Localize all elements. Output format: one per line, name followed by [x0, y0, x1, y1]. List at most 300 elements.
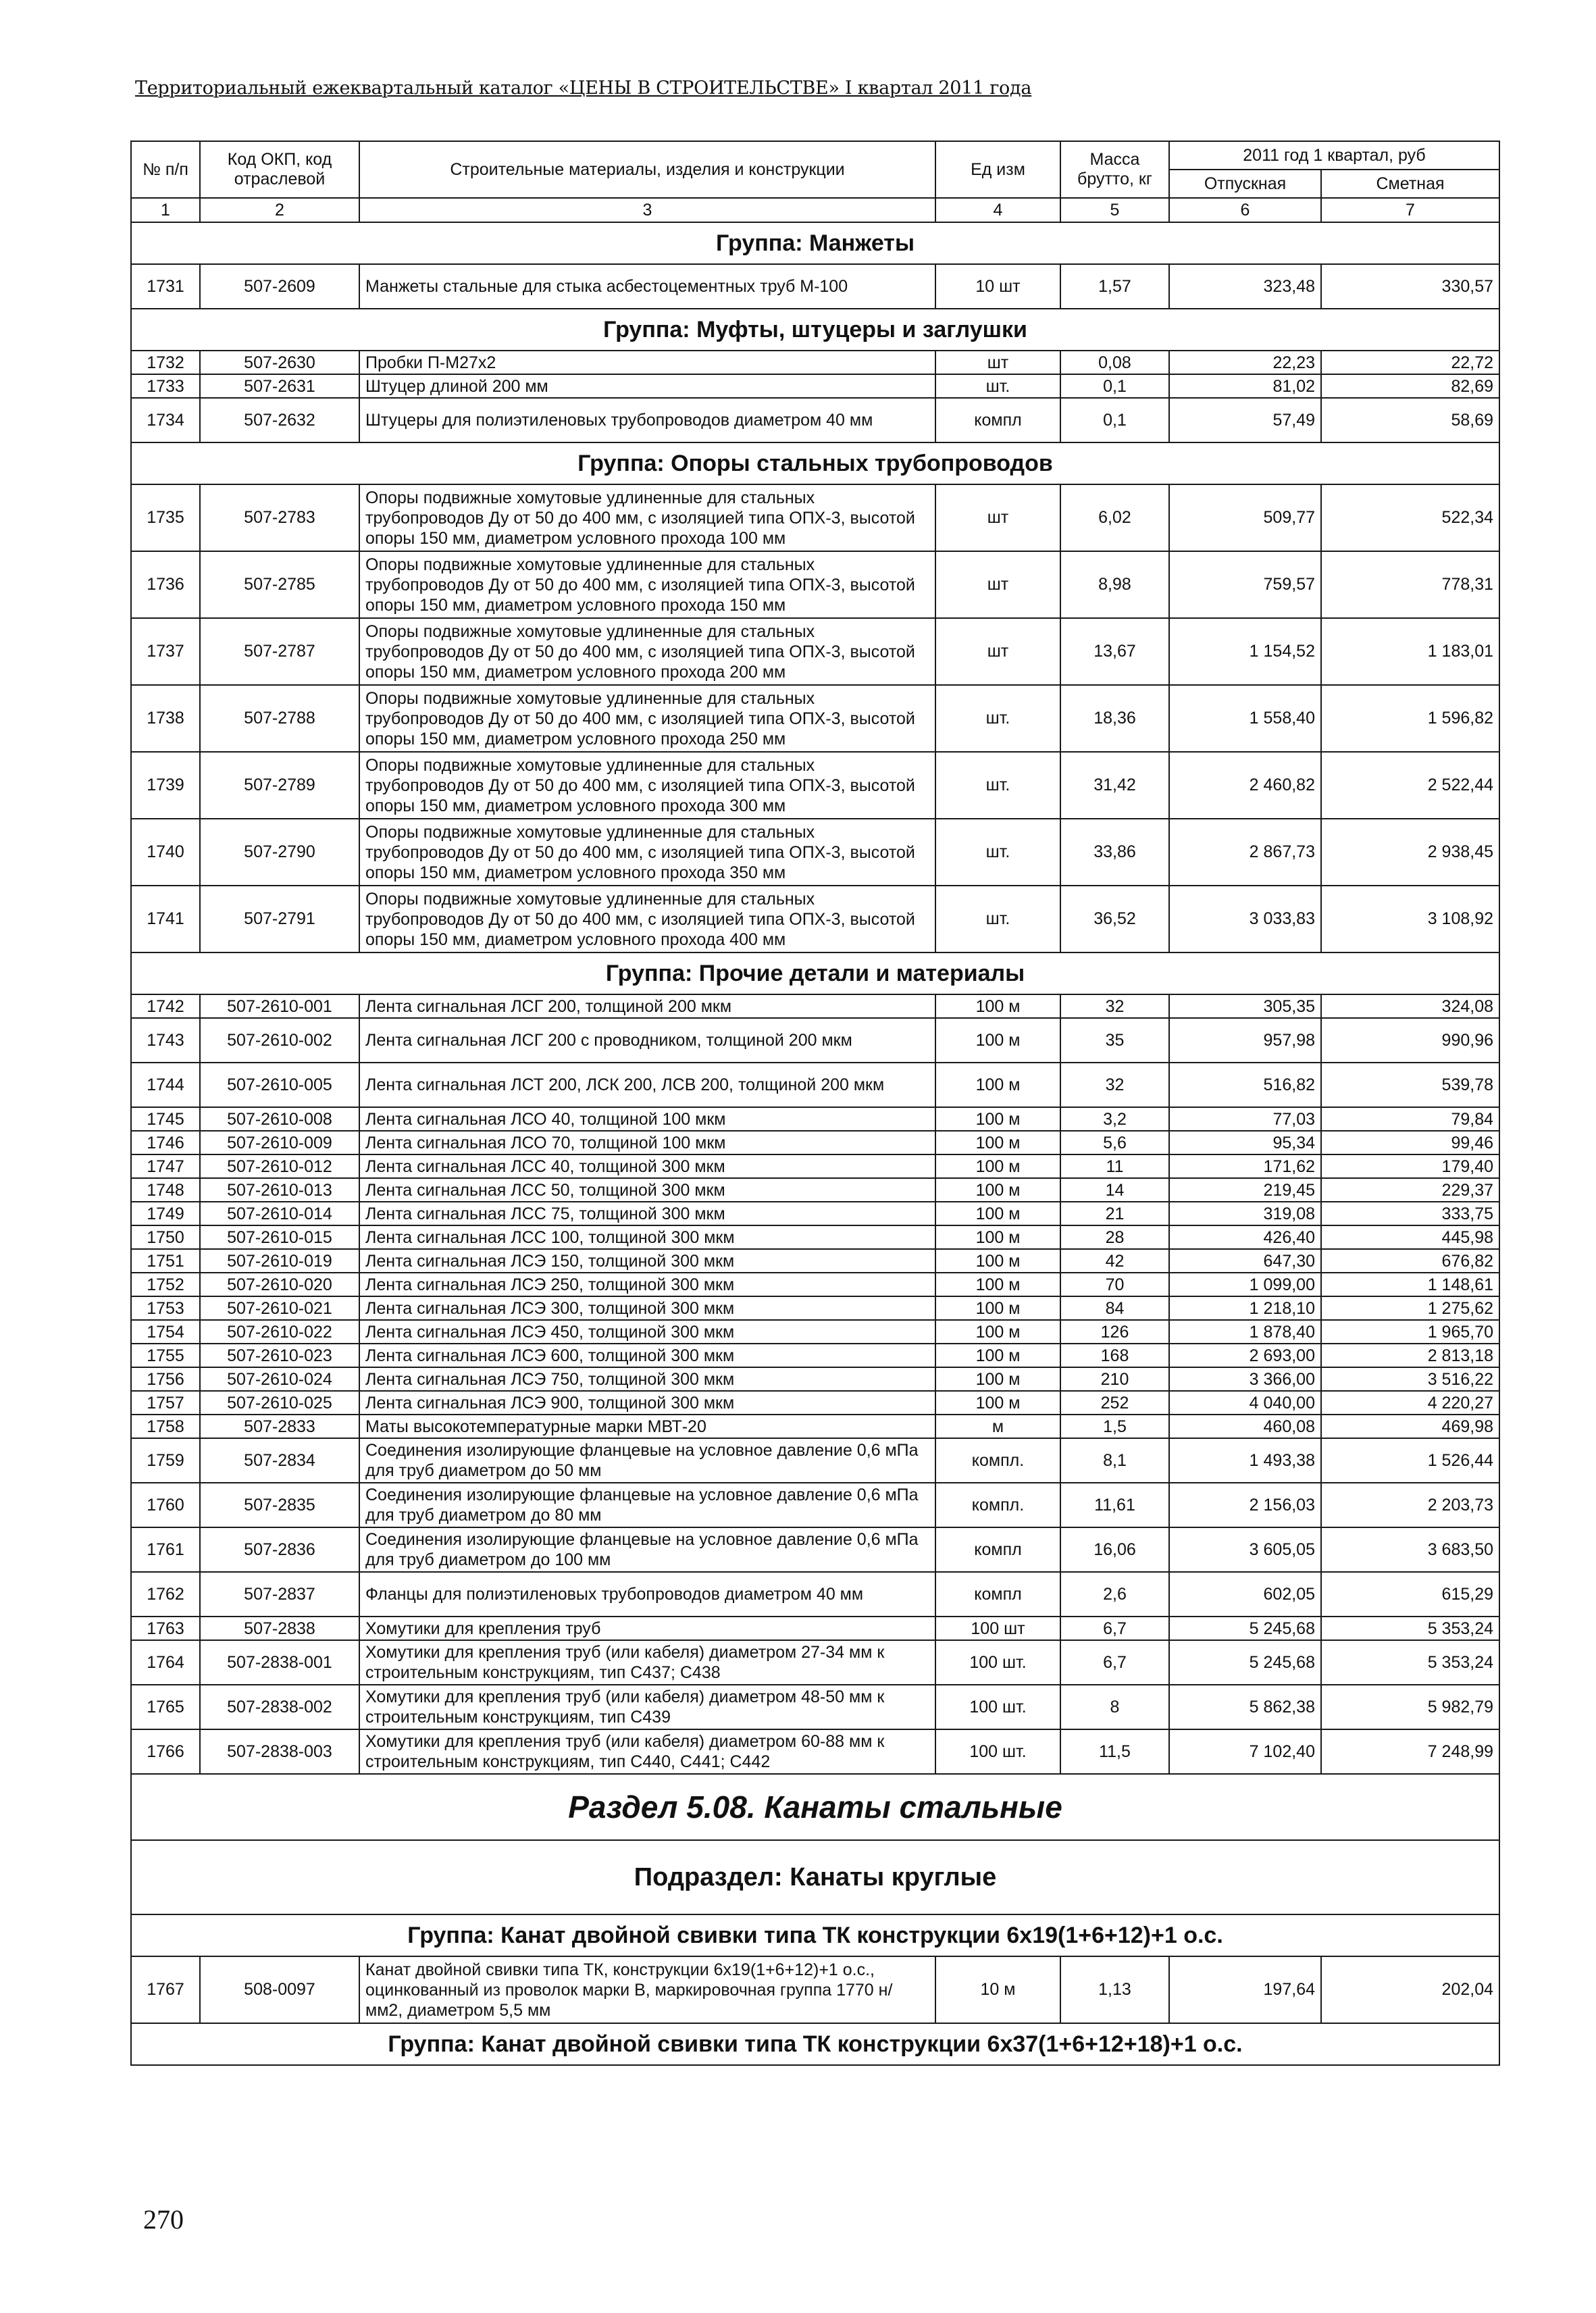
row-number: 1767	[131, 1956, 200, 2023]
unit: шт.	[935, 819, 1060, 886]
material-name: Хомутики для крепления труб	[359, 1617, 935, 1640]
release-price: 57,49	[1169, 398, 1321, 442]
gross-mass: 13,67	[1060, 618, 1169, 685]
release-price: 3 033,83	[1169, 886, 1321, 952]
gross-mass: 14	[1060, 1178, 1169, 1202]
unit: 100 м	[935, 1063, 1060, 1107]
unit: шт.	[935, 886, 1060, 952]
gross-mass: 8,1	[1060, 1438, 1169, 1483]
table-row	[131, 1018, 1499, 1063]
row-number: 1736	[131, 551, 200, 618]
gross-mass: 0,1	[1060, 398, 1169, 442]
release-price: 1 493,38	[1169, 1438, 1321, 1483]
header-unit: Ед изм	[935, 141, 1060, 198]
estimate-price: 778,31	[1321, 551, 1499, 618]
estimate-price: 229,37	[1321, 1178, 1499, 1202]
group-title: Группа: Прочие детали и материалы	[131, 952, 1499, 994]
estimate-price: 333,75	[1321, 1202, 1499, 1225]
group-row	[131, 2023, 1499, 2065]
gross-mass: 70	[1060, 1273, 1169, 1296]
table-row	[131, 1438, 1499, 1483]
table-row	[131, 819, 1499, 886]
okp-code: 507-2610-014	[200, 1202, 359, 1225]
estimate-price: 202,04	[1321, 1956, 1499, 2023]
material-name: Опоры подвижные хомутовые удлиненные для стальных трубопроводов Ду от 50 до 400 мм, с изоляцией типа ОПХ-3, высотой опоры 150 мм, диаметром условного прохода 200 мм	[359, 618, 935, 685]
release-price: 602,05	[1169, 1572, 1321, 1617]
table-row	[131, 1131, 1499, 1154]
okp-code: 507-2610-015	[200, 1225, 359, 1249]
okp-code: 507-2835	[200, 1483, 359, 1527]
release-price: 5 245,68	[1169, 1617, 1321, 1640]
table-row	[131, 484, 1499, 551]
unit: шт	[935, 351, 1060, 374]
group-row	[131, 952, 1499, 994]
material-name: Лента сигнальная ЛСГ 200 с проводником, толщиной 200 мкм	[359, 1018, 935, 1063]
estimate-price: 5 982,79	[1321, 1685, 1499, 1729]
row-number: 1747	[131, 1154, 200, 1178]
okp-code: 507-2610-002	[200, 1018, 359, 1063]
group-title: Группа: Канат двойной свивки типа ТК конструкции 6х19(1+6+12)+1 о.с.	[131, 1914, 1499, 1956]
table-row	[131, 551, 1499, 618]
group-title: Группа: Муфты, штуцеры и заглушки	[131, 309, 1499, 351]
release-price: 319,08	[1169, 1202, 1321, 1225]
estimate-price: 469,98	[1321, 1415, 1499, 1438]
unit: 100 м	[935, 1249, 1060, 1273]
estimate-price: 990,96	[1321, 1018, 1499, 1063]
unit: м	[935, 1415, 1060, 1438]
material-name: Лента сигнальная ЛСС 100, толщиной 300 мкм	[359, 1225, 935, 1249]
group-title: Группа: Канат двойной свивки типа ТК конструкции 6х37(1+6+12+18)+1 о.с.	[131, 2023, 1499, 2065]
unit: компл	[935, 1572, 1060, 1617]
okp-code: 507-2838-003	[200, 1729, 359, 1774]
estimate-price: 4 220,27	[1321, 1391, 1499, 1415]
gross-mass: 2,6	[1060, 1572, 1169, 1617]
material-name: Соединения изолирующие фланцевые на условное давление 0,6 мПа для труб диаметром до 50 мм	[359, 1438, 935, 1483]
okp-code: 507-2610-022	[200, 1320, 359, 1344]
estimate-price: 5 353,24	[1321, 1617, 1499, 1640]
gross-mass: 11	[1060, 1154, 1169, 1178]
material-name: Лента сигнальная ЛСО 40, толщиной 100 мкм	[359, 1107, 935, 1131]
table-row	[131, 1063, 1499, 1107]
release-price: 197,64	[1169, 1956, 1321, 2023]
column-number-row	[131, 198, 1499, 222]
estimate-price: 2 813,18	[1321, 1344, 1499, 1367]
row-number: 1762	[131, 1572, 200, 1617]
gross-mass: 0,08	[1060, 351, 1169, 374]
unit: компл.	[935, 1438, 1060, 1483]
material-name: Лента сигнальная ЛСЭ 450, толщиной 300 мкм	[359, 1320, 935, 1344]
column-number: 1	[131, 198, 200, 222]
row-number: 1742	[131, 994, 200, 1018]
table-row	[131, 1249, 1499, 1273]
table-row	[131, 351, 1499, 374]
table-row	[131, 618, 1499, 685]
estimate-price: 1 526,44	[1321, 1438, 1499, 1483]
gross-mass: 16,06	[1060, 1527, 1169, 1572]
unit: 100 м	[935, 1296, 1060, 1320]
material-name: Штуцер длиной 200 мм	[359, 374, 935, 398]
release-price: 2 156,03	[1169, 1483, 1321, 1527]
row-number: 1764	[131, 1640, 200, 1685]
gross-mass: 0,1	[1060, 374, 1169, 398]
unit: 100 м	[935, 1225, 1060, 1249]
unit: 10 шт	[935, 264, 1060, 309]
table-row	[131, 1729, 1499, 1774]
row-number: 1738	[131, 685, 200, 752]
material-name: Лента сигнальная ЛСТ 200, ЛСК 200, ЛСВ 200, толщиной 200 мкм	[359, 1063, 935, 1107]
column-number: 5	[1060, 198, 1169, 222]
okp-code: 508-0097	[200, 1956, 359, 2023]
unit: шт	[935, 618, 1060, 685]
table-row	[131, 374, 1499, 398]
estimate-price: 2 522,44	[1321, 752, 1499, 819]
table-row	[131, 1956, 1499, 2023]
row-number: 1750	[131, 1225, 200, 1249]
row-number: 1732	[131, 351, 200, 374]
header-name: Строительные материалы, изделия и конструкции	[359, 141, 935, 198]
okp-code: 507-2836	[200, 1527, 359, 1572]
release-price: 1 099,00	[1169, 1273, 1321, 1296]
table-row	[131, 1225, 1499, 1249]
estimate-price: 1 965,70	[1321, 1320, 1499, 1344]
release-price: 1 154,52	[1169, 618, 1321, 685]
material-name: Лента сигнальная ЛСЭ 750, толщиной 300 мкм	[359, 1367, 935, 1391]
table-row	[131, 1685, 1499, 1729]
release-price: 323,48	[1169, 264, 1321, 309]
unit: 100 шт.	[935, 1729, 1060, 1774]
row-number: 1751	[131, 1249, 200, 1273]
okp-code: 507-2610-001	[200, 994, 359, 1018]
table-row	[131, 994, 1499, 1018]
estimate-price: 1 596,82	[1321, 685, 1499, 752]
estimate-price: 58,69	[1321, 398, 1499, 442]
gross-mass: 32	[1060, 994, 1169, 1018]
estimate-price: 676,82	[1321, 1249, 1499, 1273]
release-price: 5 245,68	[1169, 1640, 1321, 1685]
unit: компл	[935, 1527, 1060, 1572]
header-estimate-price: Сметная	[1321, 170, 1499, 198]
group-title: Группа: Опоры стальных трубопроводов	[131, 442, 1499, 484]
catalog-header: Территориальный ежеквартальный каталог «ЦЕНЫ В СТРОИТЕЛЬСТВЕ» I квартал 2011 года	[135, 78, 1032, 99]
release-price: 22,23	[1169, 351, 1321, 374]
okp-code: 507-2610-012	[200, 1154, 359, 1178]
estimate-price: 82,69	[1321, 374, 1499, 398]
table-row	[131, 398, 1499, 442]
okp-code: 507-2610-009	[200, 1131, 359, 1154]
okp-code: 507-2610-025	[200, 1391, 359, 1415]
material-name: Хомутики для крепления труб (или кабеля) диаметром 60-88 мм к строительным конструкциям, тип С440, С441; С442	[359, 1729, 935, 1774]
row-number: 1759	[131, 1438, 200, 1483]
gross-mass: 168	[1060, 1344, 1169, 1367]
gross-mass: 31,42	[1060, 752, 1169, 819]
row-number: 1748	[131, 1178, 200, 1202]
okp-code: 507-2610-020	[200, 1273, 359, 1296]
subsection-row	[131, 1840, 1499, 1914]
table-row	[131, 1202, 1499, 1225]
release-price: 2 867,73	[1169, 819, 1321, 886]
okp-code: 507-2789	[200, 752, 359, 819]
okp-code: 507-2791	[200, 886, 359, 952]
okp-code: 507-2785	[200, 551, 359, 618]
gross-mass: 32	[1060, 1063, 1169, 1107]
gross-mass: 8,98	[1060, 551, 1169, 618]
gross-mass: 252	[1060, 1391, 1169, 1415]
unit: 100 м	[935, 1178, 1060, 1202]
table-row	[131, 1572, 1499, 1617]
unit: 100 м	[935, 1367, 1060, 1391]
row-number: 1739	[131, 752, 200, 819]
release-price: 3 605,05	[1169, 1527, 1321, 1572]
gross-mass: 33,86	[1060, 819, 1169, 886]
table-row	[131, 1391, 1499, 1415]
header-code: Код ОКП, код отраслевой	[200, 141, 359, 198]
row-number: 1731	[131, 264, 200, 309]
okp-code: 507-2787	[200, 618, 359, 685]
okp-code: 507-2610-024	[200, 1367, 359, 1391]
release-price: 171,62	[1169, 1154, 1321, 1178]
gross-mass: 21	[1060, 1202, 1169, 1225]
estimate-price: 330,57	[1321, 264, 1499, 309]
row-number: 1744	[131, 1063, 200, 1107]
material-name: Лента сигнальная ЛСС 75, толщиной 300 мкм	[359, 1202, 935, 1225]
okp-code: 507-2788	[200, 685, 359, 752]
table-row	[131, 886, 1499, 952]
estimate-price: 22,72	[1321, 351, 1499, 374]
section-row	[131, 1774, 1499, 1840]
gross-mass: 84	[1060, 1296, 1169, 1320]
gross-mass: 210	[1060, 1367, 1169, 1391]
price-table	[130, 141, 1500, 2066]
release-price: 4 040,00	[1169, 1391, 1321, 1415]
material-name: Опоры подвижные хомутовые удлиненные для стальных трубопроводов Ду от 50 до 400 мм, с изоляцией типа ОПХ-3, высотой опоры 150 мм, диаметром условного прохода 100 мм	[359, 484, 935, 551]
unit: 100 м	[935, 1154, 1060, 1178]
material-name: Маты высокотемпературные марки МВТ-20	[359, 1415, 935, 1438]
row-number: 1752	[131, 1273, 200, 1296]
row-number: 1760	[131, 1483, 200, 1527]
row-number: 1755	[131, 1344, 200, 1367]
material-name: Канат двойной свивки типа ТК, конструкции 6х19(1+6+12)+1 о.с., оцинкованный из проволок марки В, маркировочная группа 1770 н/мм2, диаметром 5,5 мм	[359, 1956, 935, 2023]
material-name: Фланцы для полиэтиленовых трубопроводов диаметром 40 мм	[359, 1572, 935, 1617]
row-number: 1766	[131, 1729, 200, 1774]
okp-code: 507-2610-023	[200, 1344, 359, 1367]
estimate-price: 3 108,92	[1321, 886, 1499, 952]
table-row	[131, 1296, 1499, 1320]
unit: 100 м	[935, 1131, 1060, 1154]
gross-mass: 35	[1060, 1018, 1169, 1063]
material-name: Лента сигнальная ЛСЭ 250, толщиной 300 мкм	[359, 1273, 935, 1296]
gross-mass: 28	[1060, 1225, 1169, 1249]
release-price: 2 460,82	[1169, 752, 1321, 819]
material-name: Хомутики для крепления труб (или кабеля) диаметром 48-50 мм к строительным конструкциям, тип С439	[359, 1685, 935, 1729]
table-row	[131, 1527, 1499, 1572]
material-name: Опоры подвижные хомутовые удлиненные для стальных трубопроводов Ду от 50 до 400 мм, с изоляцией типа ОПХ-3, высотой опоры 150 мм, диаметром условного прохода 300 мм	[359, 752, 935, 819]
material-name: Соединения изолирующие фланцевые на условное давление 0,6 мПа для труб диаметром до 100 мм	[359, 1527, 935, 1572]
gross-mass: 42	[1060, 1249, 1169, 1273]
material-name: Лента сигнальная ЛСО 70, толщиной 100 мкм	[359, 1131, 935, 1154]
estimate-price: 539,78	[1321, 1063, 1499, 1107]
material-name: Лента сигнальная ЛСГ 200, толщиной 200 мкм	[359, 994, 935, 1018]
gross-mass: 1,13	[1060, 1956, 1169, 2023]
column-number: 4	[935, 198, 1060, 222]
estimate-price: 1 148,61	[1321, 1273, 1499, 1296]
estimate-price: 615,29	[1321, 1572, 1499, 1617]
unit: 100 шт.	[935, 1640, 1060, 1685]
section-title: Раздел 5.08. Канаты стальные	[131, 1774, 1499, 1840]
gross-mass: 1,57	[1060, 264, 1169, 309]
release-price: 81,02	[1169, 374, 1321, 398]
okp-code: 507-2838-002	[200, 1685, 359, 1729]
unit: 100 шт	[935, 1617, 1060, 1640]
okp-code: 507-2610-021	[200, 1296, 359, 1320]
gross-mass: 6,7	[1060, 1640, 1169, 1685]
okp-code: 507-2790	[200, 819, 359, 886]
row-number: 1763	[131, 1617, 200, 1640]
unit: 100 м	[935, 1107, 1060, 1131]
unit: компл	[935, 398, 1060, 442]
okp-code: 507-2834	[200, 1438, 359, 1483]
okp-code: 507-2631	[200, 374, 359, 398]
table-row	[131, 264, 1499, 309]
release-price: 1 878,40	[1169, 1320, 1321, 1344]
unit: 100 м	[935, 1273, 1060, 1296]
table-body	[131, 222, 1499, 2065]
unit: 100 м	[935, 1344, 1060, 1367]
release-price: 509,77	[1169, 484, 1321, 551]
estimate-price: 1 183,01	[1321, 618, 1499, 685]
gross-mass: 6,7	[1060, 1617, 1169, 1640]
group-row	[131, 1914, 1499, 1956]
gross-mass: 1,5	[1060, 1415, 1169, 1438]
gross-mass: 11,61	[1060, 1483, 1169, 1527]
gross-mass: 11,5	[1060, 1729, 1169, 1774]
okp-code: 507-2610-013	[200, 1178, 359, 1202]
row-number: 1761	[131, 1527, 200, 1572]
gross-mass: 5,6	[1060, 1131, 1169, 1154]
okp-code: 507-2833	[200, 1415, 359, 1438]
release-price: 219,45	[1169, 1178, 1321, 1202]
column-number: 3	[359, 198, 935, 222]
gross-mass: 3,2	[1060, 1107, 1169, 1131]
release-price: 426,40	[1169, 1225, 1321, 1249]
release-price: 647,30	[1169, 1249, 1321, 1273]
unit: шт.	[935, 685, 1060, 752]
subsection-title: Подраздел: Канаты круглые	[131, 1840, 1499, 1914]
release-price: 460,08	[1169, 1415, 1321, 1438]
unit: шт	[935, 484, 1060, 551]
release-price: 7 102,40	[1169, 1729, 1321, 1774]
table-row	[131, 1154, 1499, 1178]
okp-code: 507-2838	[200, 1617, 359, 1640]
okp-code: 507-2783	[200, 484, 359, 551]
estimate-price: 522,34	[1321, 484, 1499, 551]
row-number: 1754	[131, 1320, 200, 1344]
row-number: 1737	[131, 618, 200, 685]
okp-code: 507-2838-001	[200, 1640, 359, 1685]
estimate-price: 324,08	[1321, 994, 1499, 1018]
estimate-price: 5 353,24	[1321, 1640, 1499, 1685]
unit: 100 м	[935, 1320, 1060, 1344]
material-name: Соединения изолирующие фланцевые на условное давление 0,6 мПа для труб диаметром до 80 мм	[359, 1483, 935, 1527]
table-row	[131, 685, 1499, 752]
material-name: Хомутики для крепления труб (или кабеля) диаметром 27-34 мм к строительным конструкциям, тип С437; С438	[359, 1640, 935, 1685]
row-number: 1740	[131, 819, 200, 886]
group-title: Группа: Манжеты	[131, 222, 1499, 264]
okp-code: 507-2610-008	[200, 1107, 359, 1131]
material-name: Лента сигнальная ЛСЭ 150, толщиной 300 мкм	[359, 1249, 935, 1273]
release-price: 305,35	[1169, 994, 1321, 1018]
material-name: Опоры подвижные хомутовые удлиненные для стальных трубопроводов Ду от 50 до 400 мм, с изоляцией типа ОПХ-3, высотой опоры 150 мм, диаметром условного прохода 400 мм	[359, 886, 935, 952]
row-number: 1765	[131, 1685, 200, 1729]
header-release-price: Отпускная	[1169, 170, 1321, 198]
material-name: Штуцеры для полиэтиленовых трубопроводов диаметром 40 мм	[359, 398, 935, 442]
material-name: Пробки П-М27х2	[359, 351, 935, 374]
unit: 10 м	[935, 1956, 1060, 2023]
okp-code: 507-2610-019	[200, 1249, 359, 1273]
release-price: 3 366,00	[1169, 1367, 1321, 1391]
row-number: 1743	[131, 1018, 200, 1063]
table-row	[131, 1367, 1499, 1391]
material-name: Лента сигнальная ЛСЭ 600, толщиной 300 мкм	[359, 1344, 935, 1367]
estimate-price: 3 516,22	[1321, 1367, 1499, 1391]
gross-mass: 8	[1060, 1685, 1169, 1729]
estimate-price: 2 203,73	[1321, 1483, 1499, 1527]
group-row	[131, 222, 1499, 264]
material-name: Опоры подвижные хомутовые удлиненные для стальных трубопроводов Ду от 50 до 400 мм, с изоляцией типа ОПХ-3, высотой опоры 150 мм, диаметром условного прохода 250 мм	[359, 685, 935, 752]
gross-mass: 6,02	[1060, 484, 1169, 551]
table-row	[131, 1320, 1499, 1344]
material-name: Манжеты стальные для стыка асбестоцементных труб М-100	[359, 264, 935, 309]
unit: шт.	[935, 374, 1060, 398]
gross-mass: 36,52	[1060, 886, 1169, 952]
release-price: 5 862,38	[1169, 1685, 1321, 1729]
material-name: Опоры подвижные хомутовые удлиненные для стальных трубопроводов Ду от 50 до 400 мм, с изоляцией типа ОПХ-3, высотой опоры 150 мм, диаметром условного прохода 150 мм	[359, 551, 935, 618]
row-number: 1735	[131, 484, 200, 551]
release-price: 2 693,00	[1169, 1344, 1321, 1367]
release-price: 759,57	[1169, 551, 1321, 618]
okp-code: 507-2630	[200, 351, 359, 374]
group-row	[131, 309, 1499, 351]
unit: 100 м	[935, 994, 1060, 1018]
gross-mass: 18,36	[1060, 685, 1169, 752]
release-price: 516,82	[1169, 1063, 1321, 1107]
estimate-price: 445,98	[1321, 1225, 1499, 1249]
table-row	[131, 1273, 1499, 1296]
unit: 100 м	[935, 1018, 1060, 1063]
column-number: 7	[1321, 198, 1499, 222]
release-price: 95,34	[1169, 1131, 1321, 1154]
row-number: 1741	[131, 886, 200, 952]
table-row	[131, 1415, 1499, 1438]
page-number: 270	[143, 2204, 184, 2235]
table-row	[131, 1483, 1499, 1527]
unit: 100 шт.	[935, 1685, 1060, 1729]
release-price: 77,03	[1169, 1107, 1321, 1131]
estimate-price: 7 248,99	[1321, 1729, 1499, 1774]
table-row	[131, 1617, 1499, 1640]
material-name: Лента сигнальная ЛСЭ 300, толщиной 300 мкм	[359, 1296, 935, 1320]
material-name: Опоры подвижные хомутовые удлиненные для стальных трубопроводов Ду от 50 до 400 мм, с изоляцией типа ОПХ-3, высотой опоры 150 мм, диаметром условного прохода 350 мм	[359, 819, 935, 886]
estimate-price: 99,46	[1321, 1131, 1499, 1154]
table-row	[131, 1344, 1499, 1367]
estimate-price: 1 275,62	[1321, 1296, 1499, 1320]
okp-code: 507-2610-005	[200, 1063, 359, 1107]
release-price: 957,98	[1169, 1018, 1321, 1063]
row-number: 1757	[131, 1391, 200, 1415]
material-name: Лента сигнальная ЛСЭ 900, толщиной 300 мкм	[359, 1391, 935, 1415]
row-number: 1758	[131, 1415, 200, 1438]
okp-code: 507-2837	[200, 1572, 359, 1617]
okp-code: 507-2632	[200, 398, 359, 442]
